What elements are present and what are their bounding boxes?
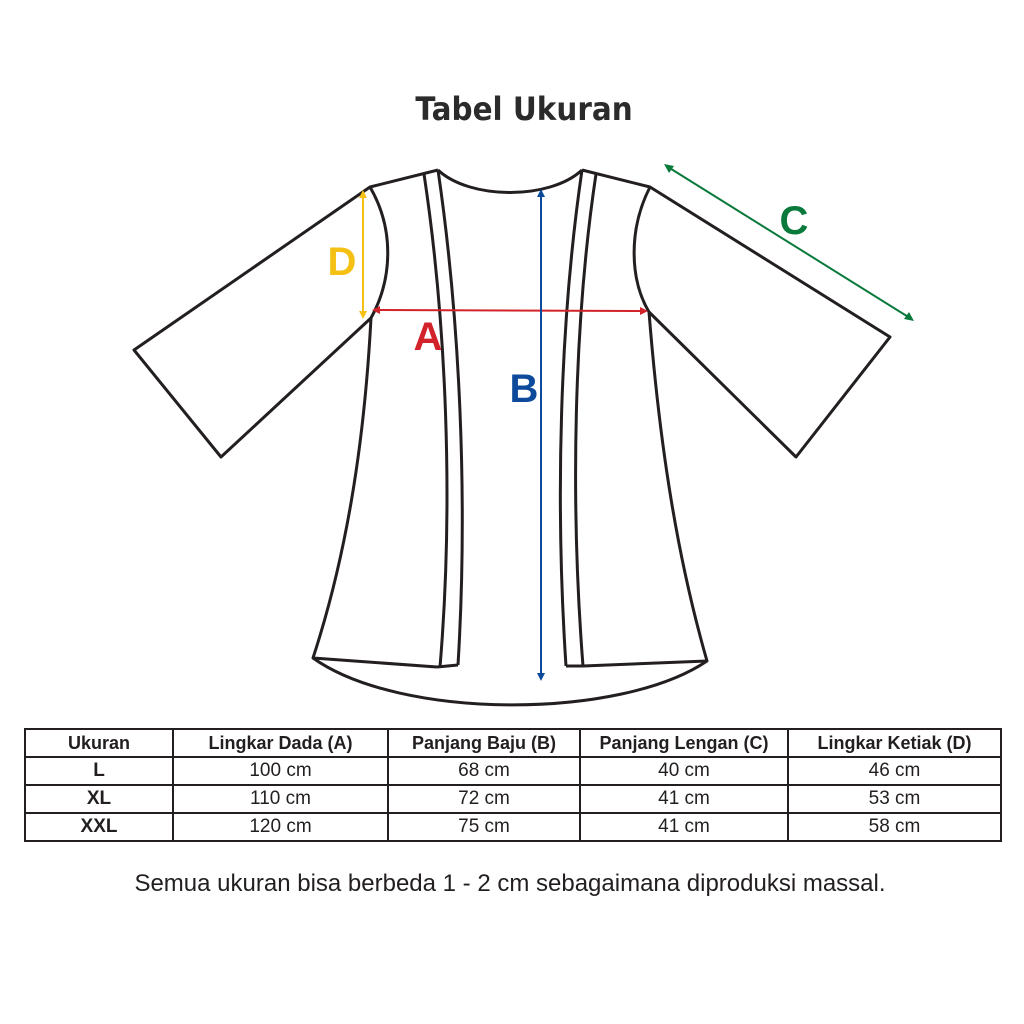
- sleeve-cell: 40 cm: [580, 757, 788, 785]
- header-armhole: Lingkar Ketiak (D): [788, 729, 1001, 757]
- dimension-a-label: A: [413, 315, 443, 359]
- dimension-b-label: B: [509, 367, 539, 411]
- size-cell: XXL: [25, 813, 173, 841]
- chest-cell: 110 cm: [173, 785, 388, 813]
- header-sleeve: Panjang Lengan (C): [580, 729, 788, 757]
- armhole-cell: 58 cm: [788, 813, 1001, 841]
- length-cell: 72 cm: [388, 785, 580, 813]
- armhole-cell: 46 cm: [788, 757, 1001, 785]
- length-cell: 68 cm: [388, 757, 580, 785]
- table-row: [25, 757, 1001, 785]
- sleeve-cell: 41 cm: [580, 813, 788, 841]
- size-table: [24, 728, 1002, 842]
- header-size: Ukuran: [25, 729, 173, 757]
- dimension-c-label: C: [779, 199, 809, 243]
- size-cell: L: [25, 757, 173, 785]
- dimension-d-arrow: [359, 190, 367, 319]
- chest-cell: 120 cm: [173, 813, 388, 841]
- chest-cell: 100 cm: [173, 757, 388, 785]
- length-cell: 75 cm: [388, 813, 580, 841]
- dimension-a-arrow: [372, 306, 648, 315]
- dimension-d-label: D: [327, 240, 357, 284]
- dimension-b-arrow: [537, 189, 545, 681]
- size-note: Semua ukuran bisa berbeda 1 - 2 cm sebagaimana diproduksi massal.: [134, 870, 886, 897]
- table-row: [25, 813, 1001, 841]
- page-title: Tabel Ukuran: [415, 90, 633, 128]
- header-length: Panjang Baju (B): [388, 729, 580, 757]
- armhole-cell: 53 cm: [788, 785, 1001, 813]
- table-header-row: [25, 729, 1001, 757]
- sleeve-cell: 41 cm: [580, 785, 788, 813]
- header-chest: Lingkar Dada (A): [173, 729, 388, 757]
- garment-outline: [134, 170, 890, 705]
- size-cell: XL: [25, 785, 173, 813]
- table-row: [25, 785, 1001, 813]
